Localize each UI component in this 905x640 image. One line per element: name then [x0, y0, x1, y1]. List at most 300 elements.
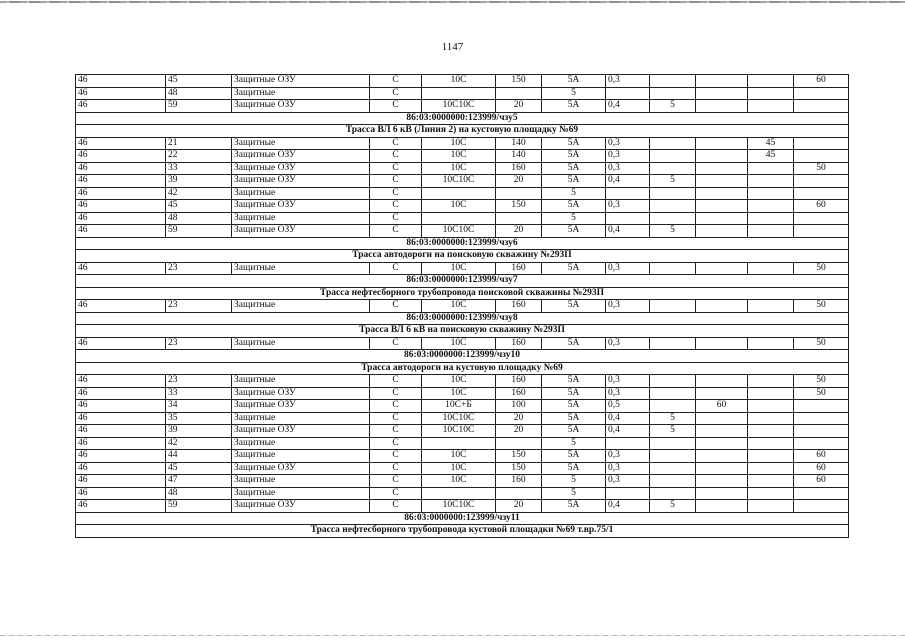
cell-col-9	[650, 387, 696, 400]
section-header-row	[76, 525, 849, 538]
cell-quarter: 46	[76, 475, 166, 488]
cell-density: 0,4	[606, 100, 650, 113]
page-number: 1147	[441, 41, 464, 53]
cell-col-10	[696, 425, 748, 438]
cell-col-11	[748, 337, 794, 350]
cell-quarter: 46	[76, 337, 166, 350]
cell-bonitet: 5А	[542, 375, 606, 388]
cell-bonitet: 5А	[542, 225, 606, 238]
cell-category: Защитные	[232, 137, 370, 150]
cell-species: С	[370, 487, 422, 500]
cell-age	[496, 437, 542, 450]
table-row	[76, 225, 849, 238]
cell-composition: 10С	[422, 75, 496, 88]
table-row	[76, 137, 849, 150]
cell-col-10	[696, 175, 748, 188]
cell-section: 39	[166, 425, 232, 438]
cell-composition: 10С10С	[422, 175, 496, 188]
cell-category: Защитные ОЗУ	[232, 150, 370, 163]
cell-col-9	[650, 375, 696, 388]
cell-col-11	[748, 162, 794, 175]
section-header-row	[76, 275, 849, 288]
cell-age	[496, 212, 542, 225]
cell-density: 0,4	[606, 412, 650, 425]
cell-section: 47	[166, 475, 232, 488]
cell-quarter: 46	[76, 87, 166, 100]
cell-section: 42	[166, 437, 232, 450]
scan-edge-top	[0, 1, 905, 3]
cell-bonitet: 5	[542, 87, 606, 100]
cell-category: Защитные ОЗУ	[232, 462, 370, 475]
cell-col-9	[650, 300, 696, 313]
cell-col-9	[650, 437, 696, 450]
cell-composition: 10С	[422, 200, 496, 213]
cell-col-10	[696, 475, 748, 488]
cell-col-12: 50	[794, 375, 849, 388]
cell-species: С	[370, 200, 422, 213]
cell-section: 48	[166, 87, 232, 100]
cell-col-10	[696, 162, 748, 175]
cell-col-12	[794, 137, 849, 150]
cell-bonitet: 5	[542, 212, 606, 225]
cell-col-11	[748, 200, 794, 213]
cell-quarter: 46	[76, 200, 166, 213]
table-row	[76, 262, 849, 275]
cell-age	[496, 487, 542, 500]
table-row	[76, 400, 849, 413]
cell-category: Защитные ОЗУ	[232, 500, 370, 513]
table-row	[76, 425, 849, 438]
cell-category: Защитные	[232, 337, 370, 350]
cell-species: С	[370, 462, 422, 475]
cell-density	[606, 437, 650, 450]
cell-col-11	[748, 100, 794, 113]
cell-section: 35	[166, 412, 232, 425]
cell-quarter: 46	[76, 150, 166, 163]
cell-section: 59	[166, 100, 232, 113]
cell-col-12	[794, 412, 849, 425]
cell-bonitet: 5А	[542, 137, 606, 150]
cell-species: С	[370, 425, 422, 438]
cell-col-9	[650, 150, 696, 163]
cell-age: 20	[496, 425, 542, 438]
table-row	[76, 375, 849, 388]
section-header-row	[76, 250, 849, 263]
cell-quarter: 46	[76, 175, 166, 188]
cell-col-11	[748, 375, 794, 388]
cell-col-10	[696, 337, 748, 350]
cell-category: Защитные	[232, 262, 370, 275]
cell-col-11	[748, 400, 794, 413]
cell-section: 42	[166, 187, 232, 200]
table-row	[76, 162, 849, 175]
cell-col-10	[696, 225, 748, 238]
section-header: Трасса нефтесборного трубопровода поисковой скважины №293П	[76, 287, 849, 300]
cell-col-9: 5	[650, 100, 696, 113]
cell-category: Защитные	[232, 437, 370, 450]
cell-age: 140	[496, 150, 542, 163]
cell-age: 20	[496, 225, 542, 238]
cell-quarter: 46	[76, 75, 166, 88]
cell-category: Защитные	[232, 375, 370, 388]
cell-species: С	[370, 262, 422, 275]
cell-bonitet: 5А	[542, 200, 606, 213]
section-header: Трасса нефтесборного трубопровода кустовой площадки №69 т.вр.75/1	[76, 525, 849, 538]
cell-category: Защитные	[232, 87, 370, 100]
cell-section: 21	[166, 137, 232, 150]
cell-category: Защитные ОЗУ	[232, 425, 370, 438]
section-header: 86:03:0000000:123999/чзу11	[76, 512, 849, 525]
cell-density: 0,3	[606, 475, 650, 488]
cell-composition	[422, 487, 496, 500]
cell-col-10	[696, 150, 748, 163]
cell-quarter: 46	[76, 412, 166, 425]
cell-species: С	[370, 162, 422, 175]
cell-age: 160	[496, 475, 542, 488]
cell-col-9	[650, 162, 696, 175]
cell-col-11	[748, 300, 794, 313]
cell-col-12: 60	[794, 200, 849, 213]
cell-category: Защитные ОЗУ	[232, 225, 370, 238]
cell-density: 0,3	[606, 162, 650, 175]
cell-category: Защитные	[232, 450, 370, 463]
cell-species: С	[370, 137, 422, 150]
section-header-row	[76, 350, 849, 363]
cell-col-10	[696, 212, 748, 225]
cell-age: 160	[496, 375, 542, 388]
cell-bonitet: 5А	[542, 450, 606, 463]
cell-quarter: 46	[76, 437, 166, 450]
cell-composition: 10С10С	[422, 225, 496, 238]
cell-col-12	[794, 425, 849, 438]
cell-species: С	[370, 437, 422, 450]
cell-col-12	[794, 225, 849, 238]
cell-col-10	[696, 412, 748, 425]
cell-col-11	[748, 450, 794, 463]
cell-species: С	[370, 400, 422, 413]
cell-col-12	[794, 175, 849, 188]
cell-col-12: 50	[794, 387, 849, 400]
cell-composition: 10С	[422, 387, 496, 400]
cell-density: 0,4	[606, 175, 650, 188]
cell-quarter: 46	[76, 425, 166, 438]
cell-col-9	[650, 212, 696, 225]
cell-quarter: 46	[76, 450, 166, 463]
cell-age: 160	[496, 337, 542, 350]
cell-composition: 10С10С	[422, 425, 496, 438]
cell-col-12	[794, 150, 849, 163]
cell-age: 150	[496, 75, 542, 88]
cell-col-12	[794, 187, 849, 200]
cell-col-10	[696, 137, 748, 150]
cell-col-10	[696, 450, 748, 463]
cell-composition: 10С10С	[422, 412, 496, 425]
cell-col-12	[794, 437, 849, 450]
cell-col-10	[696, 100, 748, 113]
cell-composition: 10С	[422, 337, 496, 350]
cell-section: 45	[166, 75, 232, 88]
cell-col-12	[794, 87, 849, 100]
table-row	[76, 100, 849, 113]
cell-species: С	[370, 300, 422, 313]
cell-composition: 10С	[422, 137, 496, 150]
cell-density: 0,3	[606, 375, 650, 388]
cell-col-9	[650, 475, 696, 488]
cell-age: 20	[496, 100, 542, 113]
cell-density	[606, 187, 650, 200]
cell-density: 0,3	[606, 75, 650, 88]
cell-bonitet: 5	[542, 187, 606, 200]
section-header-row	[76, 512, 849, 525]
cell-density	[606, 87, 650, 100]
table-row	[76, 437, 849, 450]
cell-age	[496, 187, 542, 200]
cell-age: 160	[496, 262, 542, 275]
cell-age: 150	[496, 200, 542, 213]
cell-col-10	[696, 437, 748, 450]
table-body	[76, 75, 849, 538]
cell-col-10	[696, 487, 748, 500]
cell-col-10	[696, 500, 748, 513]
cell-composition: 10С	[422, 300, 496, 313]
cell-composition	[422, 437, 496, 450]
cell-bonitet: 5А	[542, 500, 606, 513]
section-header: 86:03:0000000:123999/чзу8	[76, 312, 849, 325]
cell-density: 0,5	[606, 400, 650, 413]
cell-bonitet: 5А	[542, 162, 606, 175]
cell-quarter: 46	[76, 137, 166, 150]
cell-col-9: 5	[650, 412, 696, 425]
cell-col-9	[650, 200, 696, 213]
cell-composition: 10С+Б	[422, 400, 496, 413]
section-header: 86:03:0000000:123999/чзу7	[76, 275, 849, 288]
cell-col-11	[748, 212, 794, 225]
cell-category: Защитные ОЗУ	[232, 175, 370, 188]
cell-col-12: 50	[794, 162, 849, 175]
cell-composition	[422, 212, 496, 225]
cell-composition: 10С10С	[422, 500, 496, 513]
cell-bonitet: 5А	[542, 75, 606, 88]
cell-quarter: 46	[76, 225, 166, 238]
cell-col-9	[650, 137, 696, 150]
cell-col-11	[748, 87, 794, 100]
cell-col-10	[696, 300, 748, 313]
cell-age: 160	[496, 387, 542, 400]
cell-category: Защитные ОЗУ	[232, 75, 370, 88]
cell-col-9	[650, 262, 696, 275]
cell-species: С	[370, 87, 422, 100]
cell-quarter: 46	[76, 387, 166, 400]
cell-bonitet: 5А	[542, 175, 606, 188]
cell-quarter: 46	[76, 300, 166, 313]
cell-quarter: 46	[76, 262, 166, 275]
cell-section: 33	[166, 387, 232, 400]
cell-col-10	[696, 75, 748, 88]
table-row	[76, 337, 849, 350]
cell-section: 39	[166, 175, 232, 188]
section-header: Трасса автодороги на поисковую скважину №293П	[76, 250, 849, 263]
table-row	[76, 412, 849, 425]
cell-density: 0,4	[606, 425, 650, 438]
cell-section: 59	[166, 225, 232, 238]
cell-bonitet: 5	[542, 487, 606, 500]
cell-section: 33	[166, 162, 232, 175]
cell-col-11	[748, 225, 794, 238]
cell-age: 140	[496, 137, 542, 150]
section-header: 86:03:0000000:123999/чзу6	[76, 237, 849, 250]
cell-category: Защитные	[232, 212, 370, 225]
cell-quarter: 46	[76, 187, 166, 200]
cell-section: 23	[166, 300, 232, 313]
section-header: 86:03:0000000:123999/чзу5	[76, 112, 849, 125]
cell-composition: 10С	[422, 462, 496, 475]
cell-col-11	[748, 175, 794, 188]
cell-age	[496, 87, 542, 100]
cell-age: 20	[496, 175, 542, 188]
cell-col-12: 60	[794, 475, 849, 488]
section-header-row	[76, 112, 849, 125]
cell-age: 20	[496, 500, 542, 513]
cell-species: С	[370, 412, 422, 425]
cell-quarter: 46	[76, 212, 166, 225]
cell-col-12	[794, 100, 849, 113]
scan-edge-bottom	[0, 635, 905, 636]
cell-bonitet: 5А	[542, 400, 606, 413]
section-header: Трасса ВЛ 6 кВ (Линия 2) на кустовую площадку №69	[76, 125, 849, 138]
cell-bonitet: 5А	[542, 100, 606, 113]
cell-section: 44	[166, 450, 232, 463]
table-row	[76, 200, 849, 213]
cell-col-9	[650, 400, 696, 413]
section-header-row	[76, 362, 849, 375]
cell-species: С	[370, 375, 422, 388]
cell-quarter: 46	[76, 375, 166, 388]
cell-age: 100	[496, 400, 542, 413]
cell-col-12: 60	[794, 75, 849, 88]
cell-section: 23	[166, 337, 232, 350]
section-header-row	[76, 287, 849, 300]
cell-bonitet: 5А	[542, 337, 606, 350]
cell-col-9	[650, 450, 696, 463]
cell-category: Защитные ОЗУ	[232, 200, 370, 213]
cell-col-11	[748, 425, 794, 438]
cell-section: 45	[166, 462, 232, 475]
cell-section: 59	[166, 500, 232, 513]
cell-category: Защитные ОЗУ	[232, 400, 370, 413]
table-row	[76, 175, 849, 188]
cell-density: 0,3	[606, 462, 650, 475]
table-row	[76, 462, 849, 475]
cell-col-12	[794, 212, 849, 225]
cell-species: С	[370, 500, 422, 513]
cell-species: С	[370, 75, 422, 88]
cell-col-11	[748, 187, 794, 200]
cell-density: 0,3	[606, 150, 650, 163]
cell-bonitet: 5	[542, 437, 606, 450]
cell-col-10	[696, 387, 748, 400]
cell-density: 0,3	[606, 300, 650, 313]
cell-col-10	[696, 87, 748, 100]
cell-col-9: 5	[650, 500, 696, 513]
cell-category: Защитные	[232, 487, 370, 500]
cell-section: 23	[166, 375, 232, 388]
cell-composition	[422, 187, 496, 200]
section-header: Трасса автодороги на кустовую площадку №69	[76, 362, 849, 375]
cell-density	[606, 212, 650, 225]
cell-species: С	[370, 212, 422, 225]
cell-species: С	[370, 475, 422, 488]
cell-section: 48	[166, 487, 232, 500]
table-row	[76, 212, 849, 225]
cell-col-10	[696, 262, 748, 275]
cell-col-12: 50	[794, 262, 849, 275]
cell-quarter: 46	[76, 162, 166, 175]
cell-section: 23	[166, 262, 232, 275]
cell-bonitet: 5А	[542, 300, 606, 313]
cell-density: 0,3	[606, 450, 650, 463]
cell-bonitet: 5А	[542, 412, 606, 425]
cell-species: С	[370, 225, 422, 238]
cell-composition: 10С	[422, 375, 496, 388]
section-header-row	[76, 325, 849, 338]
cell-category: Защитные	[232, 187, 370, 200]
cell-col-10: 60	[696, 400, 748, 413]
cell-category: Защитные ОЗУ	[232, 387, 370, 400]
cell-density: 0,3	[606, 262, 650, 275]
cell-col-10	[696, 462, 748, 475]
cell-species: С	[370, 100, 422, 113]
cell-col-12: 60	[794, 462, 849, 475]
section-header-row	[76, 237, 849, 250]
cell-species: С	[370, 450, 422, 463]
cell-col-9: 5	[650, 425, 696, 438]
cell-density: 0,3	[606, 387, 650, 400]
cell-quarter: 46	[76, 500, 166, 513]
table-row	[76, 387, 849, 400]
cell-composition	[422, 87, 496, 100]
cell-section: 22	[166, 150, 232, 163]
cell-section: 45	[166, 200, 232, 213]
cell-col-9	[650, 87, 696, 100]
cell-age: 160	[496, 162, 542, 175]
cell-bonitet: 5А	[542, 262, 606, 275]
cell-bonitet: 5	[542, 475, 606, 488]
cell-species: С	[370, 387, 422, 400]
cell-category: Защитные ОЗУ	[232, 100, 370, 113]
section-header-row	[76, 125, 849, 138]
cell-col-9	[650, 462, 696, 475]
section-header-row	[76, 312, 849, 325]
cell-bonitet: 5А	[542, 462, 606, 475]
cell-composition: 10С	[422, 450, 496, 463]
cell-col-11	[748, 75, 794, 88]
cell-col-10	[696, 187, 748, 200]
cell-col-10	[696, 200, 748, 213]
cell-col-11	[748, 437, 794, 450]
cell-col-9	[650, 337, 696, 350]
cell-age: 150	[496, 450, 542, 463]
cell-composition: 10С	[422, 475, 496, 488]
cell-col-12: 60	[794, 450, 849, 463]
cell-col-12	[794, 487, 849, 500]
cell-species: С	[370, 150, 422, 163]
cell-col-12	[794, 500, 849, 513]
cell-category: Защитные	[232, 412, 370, 425]
forest-registry-table	[75, 74, 849, 538]
table-row	[76, 187, 849, 200]
table-row	[76, 487, 849, 500]
cell-col-12: 50	[794, 337, 849, 350]
